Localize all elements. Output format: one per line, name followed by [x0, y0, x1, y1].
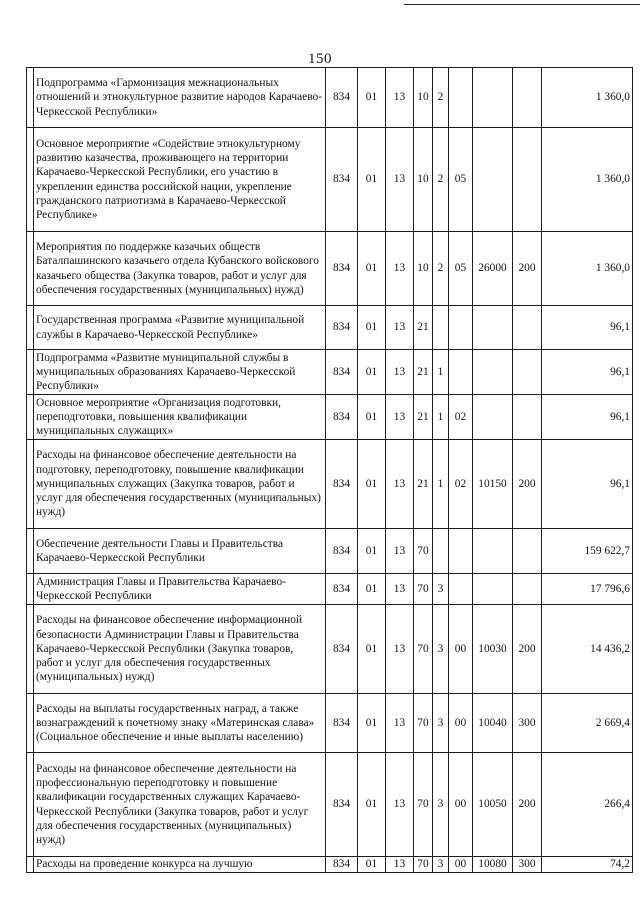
activity-code-cell: [449, 529, 473, 574]
direction-code-cell: 10080: [473, 857, 513, 873]
margin-cell: [27, 440, 34, 529]
section-code-cell: 01: [358, 232, 386, 306]
row-name-cell: Администрация Главы и Правительства Карачаево-Черкесской Республики: [34, 574, 326, 605]
subprogram-code-cell: 3: [433, 605, 449, 694]
expense-type-code-cell: [513, 574, 542, 605]
ved-code-cell: 834: [326, 440, 358, 529]
margin-cell: [27, 128, 34, 232]
ved-code-cell: 834: [326, 694, 358, 753]
subprogram-code-cell: 2: [433, 128, 449, 232]
subprogram-code-cell: 1: [433, 395, 449, 440]
direction-code-cell: [473, 529, 513, 574]
program-code-cell: 10: [414, 68, 433, 128]
table-row: [27, 350, 633, 395]
subsection-code-cell: 13: [386, 232, 414, 306]
table-row: [27, 68, 633, 128]
margin-cell: [27, 753, 34, 857]
expense-type-code-cell: 200: [513, 440, 542, 529]
expense-type-code-cell: [513, 395, 542, 440]
table-row: [27, 529, 633, 574]
expense-type-code-cell: 200: [513, 753, 542, 857]
section-code-cell: 01: [358, 306, 386, 350]
ved-code-cell: 834: [326, 128, 358, 232]
row-name-cell: Мероприятия по поддержке казачьих обществ Баталпашинского казачьего отдела Кубанского войскового казачьего общества (Закупка товаров, работ и услуг для обеспечения государственных (муниципальных) нужд): [34, 232, 326, 306]
expense-type-code-cell: [513, 350, 542, 395]
activity-code-cell: [449, 350, 473, 395]
row-name-cell: Расходы на финансовое обеспечение деятельности на профессиональную переподготовку и повышение квалификации государственных служащих Карачаево-Черкесской Республики (Закупка товаров, работ и услуг для обеспечения государственных (муниципальных) нужд): [34, 753, 326, 857]
section-code-cell: 01: [358, 440, 386, 529]
ved-code-cell: 834: [326, 68, 358, 128]
ved-code-cell: 834: [326, 605, 358, 694]
direction-code-cell: [473, 395, 513, 440]
subsection-code-cell: 13: [386, 694, 414, 753]
expense-type-code-cell: [513, 529, 542, 574]
table-row: [27, 306, 633, 350]
subprogram-code-cell: 3: [433, 694, 449, 753]
amount-cell: 96,1: [542, 395, 633, 440]
table-row: [27, 128, 633, 232]
row-name-cell: Расходы на финансовое обеспечение информационной безопасности Администрации Главы и Правительства Карачаево-Черкесской Республики (Закупка товаров, работ и услуг для обеспечения государственных (муниципальных) нужд): [34, 605, 326, 694]
activity-code-cell: 05: [449, 232, 473, 306]
table-row: [27, 753, 633, 857]
subsection-code-cell: 13: [386, 306, 414, 350]
program-code-cell: 70: [414, 605, 433, 694]
margin-cell: [27, 529, 34, 574]
margin-cell: [27, 306, 34, 350]
table-row: [27, 440, 633, 529]
section-code-cell: 01: [358, 529, 386, 574]
margin-cell: [27, 694, 34, 753]
amount-cell: 1 360,0: [542, 68, 633, 128]
subprogram-code-cell: 3: [433, 753, 449, 857]
direction-code-cell: 10040: [473, 694, 513, 753]
ved-code-cell: 834: [326, 306, 358, 350]
activity-code-cell: [449, 68, 473, 128]
subprogram-code-cell: 1: [433, 440, 449, 529]
row-name-cell: Основное мероприятие «Содействие этнокультурному развитию казачества, проживающего на территории Карачаево-Черкесской Республики, его участию в укреплении единства российской нации, укрепление гражданского патриотизма в Карачаево-Черкесской Республике»: [34, 128, 326, 232]
subprogram-code-cell: [433, 529, 449, 574]
table-row: [27, 694, 633, 753]
margin-cell: [27, 857, 34, 873]
program-code-cell: 21: [414, 306, 433, 350]
expense-type-code-cell: 300: [513, 857, 542, 873]
section-code-cell: 01: [358, 350, 386, 395]
subsection-code-cell: 13: [386, 605, 414, 694]
program-code-cell: 70: [414, 753, 433, 857]
expense-type-code-cell: 300: [513, 694, 542, 753]
margin-cell: [27, 232, 34, 306]
table-row: [27, 605, 633, 694]
amount-cell: 14 436,2: [542, 605, 633, 694]
program-code-cell: 70: [414, 857, 433, 873]
program-code-cell: 10: [414, 232, 433, 306]
amount-cell: 96,1: [542, 440, 633, 529]
activity-code-cell: 00: [449, 605, 473, 694]
subsection-code-cell: 13: [386, 529, 414, 574]
subprogram-code-cell: [433, 306, 449, 350]
amount-cell: 96,1: [542, 306, 633, 350]
expense-type-code-cell: [513, 68, 542, 128]
subprogram-code-cell: 3: [433, 857, 449, 873]
section-code-cell: 01: [358, 753, 386, 857]
direction-code-cell: 10150: [473, 440, 513, 529]
program-code-cell: 70: [414, 529, 433, 574]
program-code-cell: 21: [414, 350, 433, 395]
amount-cell: 266,4: [542, 753, 633, 857]
subprogram-code-cell: 2: [433, 232, 449, 306]
expense-type-code-cell: 200: [513, 232, 542, 306]
subprogram-code-cell: 1: [433, 350, 449, 395]
direction-code-cell: [473, 350, 513, 395]
row-name-cell: Обеспечение деятельности Главы и Правительства Карачаево-Черкесской Республики: [34, 529, 326, 574]
program-code-cell: 70: [414, 574, 433, 605]
subsection-code-cell: 13: [386, 574, 414, 605]
subsection-code-cell: 13: [386, 753, 414, 857]
ved-code-cell: 834: [326, 529, 358, 574]
program-code-cell: 21: [414, 440, 433, 529]
activity-code-cell: [449, 306, 473, 350]
direction-code-cell: [473, 68, 513, 128]
direction-code-cell: [473, 306, 513, 350]
subsection-code-cell: 13: [386, 68, 414, 128]
ved-code-cell: 834: [326, 857, 358, 873]
expense-type-code-cell: 200: [513, 605, 542, 694]
margin-cell: [27, 68, 34, 128]
activity-code-cell: 02: [449, 440, 473, 529]
program-code-cell: 10: [414, 128, 433, 232]
amount-cell: 159 622,7: [542, 529, 633, 574]
row-name-cell: Государственная программа «Развитие муниципальной службы в Карачаево-Черкесской Республике»: [34, 306, 326, 350]
subsection-code-cell: 13: [386, 128, 414, 232]
direction-code-cell: 26000: [473, 232, 513, 306]
margin-cell: [27, 350, 34, 395]
section-code-cell: 01: [358, 605, 386, 694]
row-name-cell: Подпрограмма «Развитие муниципальной службы в муниципальных образованиях Карачаево-Черкесской Республики»: [34, 350, 326, 395]
subsection-code-cell: 13: [386, 857, 414, 873]
margin-cell: [27, 395, 34, 440]
section-code-cell: 01: [358, 128, 386, 232]
subsection-code-cell: 13: [386, 350, 414, 395]
row-name-cell: Расходы на выплаты государственных наград, а также вознаграждений к почетному знаку «Материнская слава» (Социальное обеспечение и иные выплаты населению): [34, 694, 326, 753]
direction-code-cell: [473, 128, 513, 232]
subprogram-code-cell: 2: [433, 68, 449, 128]
table-row: [27, 395, 633, 440]
row-name-cell: Подпрограмма «Гармонизация межнациональных отношений и этнокультурное развитие народов Карачаево-Черкесской Республики»: [34, 68, 326, 128]
amount-cell: 74,2: [542, 857, 633, 873]
activity-code-cell: 00: [449, 694, 473, 753]
program-code-cell: 70: [414, 694, 433, 753]
ved-code-cell: 834: [326, 350, 358, 395]
table-row: [27, 232, 633, 306]
direction-code-cell: 10050: [473, 753, 513, 857]
table-row: [27, 574, 633, 605]
margin-cell: [27, 605, 34, 694]
ved-code-cell: 834: [326, 574, 358, 605]
section-code-cell: 01: [358, 68, 386, 128]
table-body: [27, 68, 633, 873]
section-code-cell: 01: [358, 857, 386, 873]
direction-code-cell: [473, 574, 513, 605]
amount-cell: 96,1: [542, 350, 633, 395]
ved-code-cell: 834: [326, 395, 358, 440]
ved-code-cell: 834: [326, 232, 358, 306]
activity-code-cell: 00: [449, 857, 473, 873]
activity-code-cell: 00: [449, 753, 473, 857]
budget-table: [26, 67, 633, 873]
section-code-cell: 01: [358, 694, 386, 753]
row-name-cell: Основное мероприятие «Организация подготовки, переподготовки, повышения квалификации муниципальных служащих»: [34, 395, 326, 440]
expense-type-code-cell: [513, 306, 542, 350]
amount-cell: 17 796,6: [542, 574, 633, 605]
page-number: 150: [308, 51, 332, 67]
expense-type-code-cell: [513, 128, 542, 232]
direction-code-cell: 10030: [473, 605, 513, 694]
subprogram-code-cell: 3: [433, 574, 449, 605]
program-code-cell: 21: [414, 395, 433, 440]
margin-cell: [27, 574, 34, 605]
activity-code-cell: [449, 574, 473, 605]
row-name-cell: Расходы на проведение конкурса на лучшую: [34, 857, 326, 873]
amount-cell: 2 669,4: [542, 694, 633, 753]
header-rule: [404, 4, 640, 5]
subsection-code-cell: 13: [386, 395, 414, 440]
amount-cell: 1 360,0: [542, 128, 633, 232]
table-row: [27, 857, 633, 873]
activity-code-cell: 05: [449, 128, 473, 232]
subsection-code-cell: 13: [386, 440, 414, 529]
activity-code-cell: 02: [449, 395, 473, 440]
amount-cell: 1 360,0: [542, 232, 633, 306]
section-code-cell: 01: [358, 574, 386, 605]
row-name-cell: Расходы на финансовое обеспечение деятельности на подготовку, переподготовку, повышение квалификации муниципальных служащих (Закупка товаров, работ и услуг для обеспечения государственных (муниципальных) нужд): [34, 440, 326, 529]
section-code-cell: 01: [358, 395, 386, 440]
ved-code-cell: 834: [326, 753, 358, 857]
